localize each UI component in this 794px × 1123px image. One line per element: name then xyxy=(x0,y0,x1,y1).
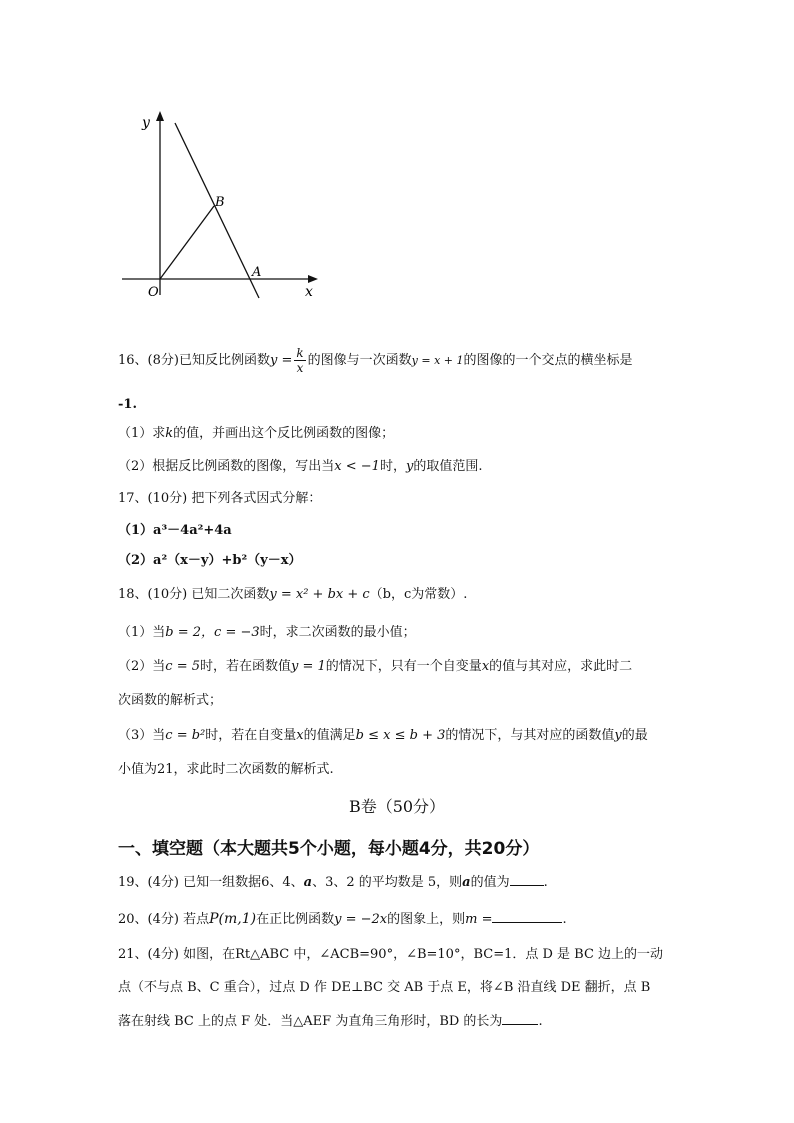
section-b-title: B卷（50分） xyxy=(348,797,446,816)
k-over-x-fraction: $\frac{k}{x}$ xyxy=(296,346,304,375)
coordinate-figure xyxy=(112,105,332,305)
answer-blank[interactable] xyxy=(502,1012,538,1025)
q21-line-3: 落在射线 BC 上的点 F 处．当△AEF 为直角三角形时，BD 的长为 . xyxy=(118,1014,543,1029)
q16-stem-cont: -1. xyxy=(118,397,137,412)
q16-part2: （2）根据反比例函数的图像，写出当x < −1时，y的取值范围. xyxy=(118,459,483,474)
q21-line-2: 点（不与点 B、C 重合），过点 D 作 DE⊥BC 交 AB 于点 E，将∠B 沿直线 DE 翻折，点 B xyxy=(118,980,651,995)
label-x: x xyxy=(305,284,313,300)
q17-part1: （1）a³－4a²+4a xyxy=(118,523,232,538)
q20: 20、(4分) 若点P(m,1)在正比例函数y = −2x的图象上，则m = . xyxy=(118,911,567,927)
q16-stem: 16、(8分)已知反比例函数y = $\frac{k}{x}$ 的图像与一次函数y = x + 1的图像的一个交点的横坐标是 xyxy=(118,346,633,375)
answer-blank[interactable] xyxy=(492,910,562,923)
label-y: y xyxy=(142,115,150,131)
q17-part2: （2）a²（x－y）+b²（y－x） xyxy=(118,553,302,568)
q18-part1: （1）当b = 2，c = −3时，求二次函数的最小值； xyxy=(118,625,416,640)
q21-line-1: 21、(4分) 如图，在Rt△ABC 中，∠ACB=90°，∠B=10°，BC=1．点 D 是 BC 边上的一动 xyxy=(118,947,664,962)
label-o: O xyxy=(148,285,159,300)
line-ab xyxy=(175,123,262,298)
x-axis-arrow xyxy=(308,275,318,283)
q19: 19、(4分) 已知一组数据6、4、a、3、2 的平均数是 5，则a的值为 . xyxy=(118,875,548,890)
q18-part2-cont: 次函数的解析式； xyxy=(118,693,223,708)
q18-stem: 18、(10分) 已知二次函数y = x² + bx + c（b，c为常数）. xyxy=(118,587,468,602)
segment-ob xyxy=(160,206,214,279)
q17-stem: 17、(10分) 把下列各式因式分解： xyxy=(118,491,322,506)
q18-part3: （3）当c = b²时，若在自变量x的值满足b ≤ x ≤ b + 3的情况下，与其对应的函数值y的最 xyxy=(118,728,648,743)
q18-part2: （2）当c = 5时，若在函数值y = 1的情况下，只有一个自变量x的值与其对应，求此时二 xyxy=(118,659,633,674)
fill-in-section-title: 一、填空题（本大题共5个小题，每小题4分，共20分） xyxy=(118,839,540,859)
label-a: A xyxy=(252,265,262,280)
q18-part3-cont: 小值为21，求此时二次函数的解析式. xyxy=(118,762,334,777)
q16-part1: （1）求k的值，并画出这个反比例函数的图像； xyxy=(118,426,395,441)
answer-blank[interactable] xyxy=(510,873,544,886)
label-b: B xyxy=(215,195,225,210)
y-axis-arrow xyxy=(156,111,164,121)
